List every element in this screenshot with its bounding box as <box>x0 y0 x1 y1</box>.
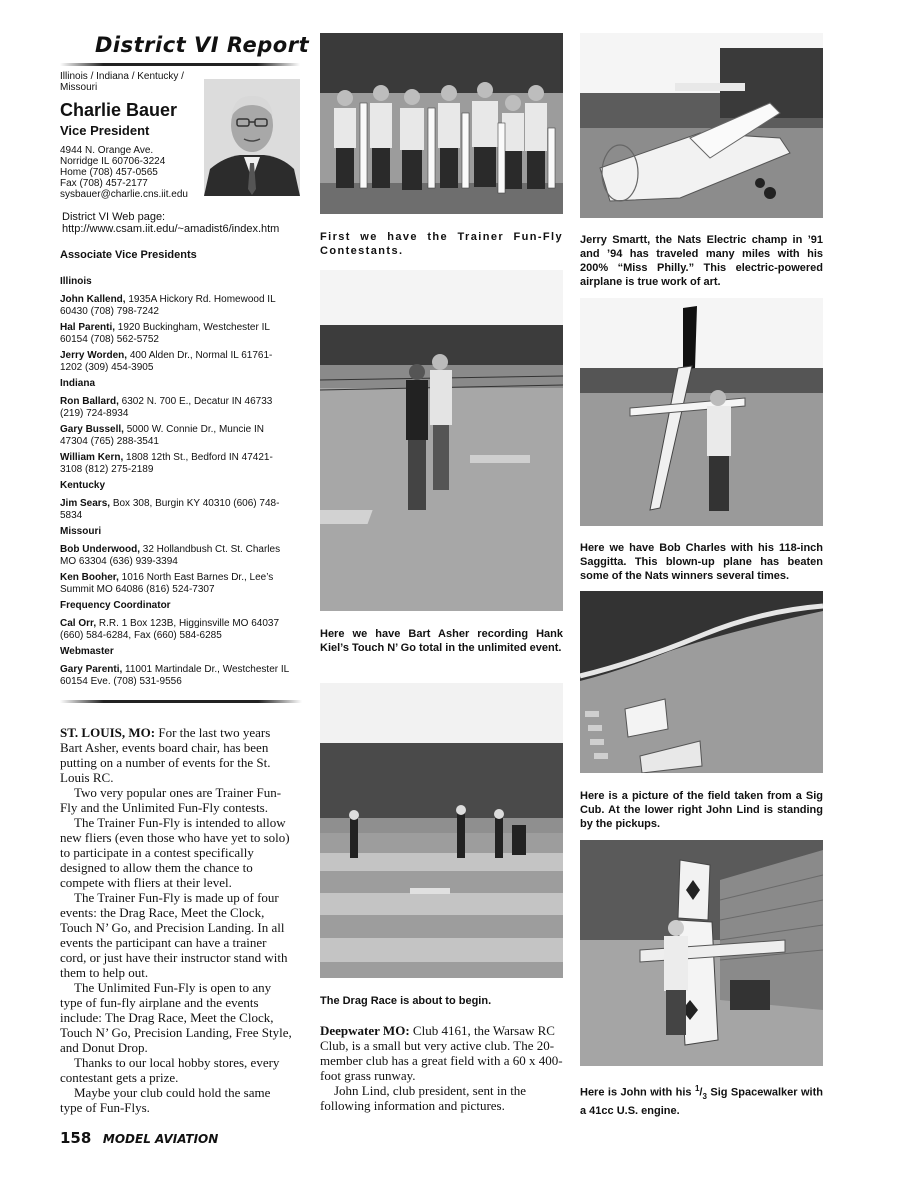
vp-name: Charlie Bauer <box>60 100 178 120</box>
article-lead: Deepwater MO: <box>320 1023 410 1038</box>
frequency-coordinator-label: Frequency Coordinator <box>60 600 171 611</box>
web-page-label: District VI Web page: <box>62 211 166 223</box>
caption-saggitta: Here we have Bob Charles with his 118-inch Saggitta. This blown-up plane has beaten some of the Nats winners several times. <box>580 542 823 582</box>
roster-entry: Cal Orr, R.R. 1 Box 123B, Higginsville MO 64037 (660) 584-6284, Fax (660) 584-6285 <box>60 618 280 641</box>
web-page-block <box>62 211 302 235</box>
article-paragraph: The Unlimited Fun-Fly is open to any type of fun-fly airplane and the events include: The Drag Race, Meet the Clock, Touch N’ Go, Precision Landing, Free Style, and Donut Drop. <box>60 980 292 1055</box>
state-label-missouri: Missouri <box>60 526 102 537</box>
roster-entry: Gary Parenti, 11001 Martindale Dr., Westchester IL 60154 Eve. (708) 531-9556 <box>60 664 289 687</box>
roster-entry: John Kallend, 1935A Hickory Rd. Homewood IL 60430 (708) 798-7242 <box>60 294 276 317</box>
page-number: 158 <box>60 1129 92 1147</box>
associates-roster <box>60 272 292 692</box>
roster-entry: Ron Ballard, 6302 N. 700 E., Decatur IN 46733 (219) 724-8934 <box>60 396 273 419</box>
article-st-louis: ST. LOUIS, MO: For the last two years Bart Asher, events board chair, has been putting on a number of events for the St. Louis RC. Two very popular ones are Trainer Fun-Fly and the Unlimited Fun-Fly contests. The Trainer Fun-Fly is intended to allow new fliers (even those who have yet to solo) to participate in a contest specifically designed to allow them the chance to compete with fliers at their level. The Trainer Fun-Fly is made up of four events: the Drag Race, Meet the Clock, Touch N’ Go, and Precision Landing. In all events the participant can have a trainer cord, or just have their instructor stand with them to help out. The Unlimited Fun-Fly is open to any type of fun-fly airplane and the events include: The Drag Race, Meet the Clock, Touch N’ Go, Precision Landing, Free Style, and Donut Drop. Thanks to our local hobby stores, every contestant gets a prize. Maybe your club could hold the same type of Fun-Flys. <box>60 725 292 1115</box>
vp-portrait-photo <box>204 79 300 196</box>
report-title: District VI Report <box>95 33 310 57</box>
vp-address1: 4944 N. Orange Ave. <box>60 145 154 156</box>
webmaster-label: Webmaster <box>60 646 114 657</box>
caption-spacewalker: Here is John with his $^1/_3$ Sig Spacewalker with a 41cc U.S. engine. <box>580 1084 823 1117</box>
states-list: Illinois / Indiana / Kentucky / Missouri <box>60 71 184 93</box>
state-label-kentucky: Kentucky <box>60 480 106 491</box>
web-page-url[interactable]: http://www.csam.iit.edu/~amadist6/index.htm <box>62 223 280 235</box>
caption-trainer-contestants: First we have the Trainer Fun-Fly Contestants. <box>320 231 563 257</box>
vp-address2: Norridge IL 60706-3224 <box>60 156 166 167</box>
magazine-name: MODEL AVIATION <box>102 1132 219 1146</box>
article-paragraph: Maybe your club could hold the same type of Fun-Flys. <box>60 1085 271 1115</box>
vp-role: Vice President <box>60 123 150 138</box>
associates-heading: Associate Vice Presidents <box>60 249 197 261</box>
roster-entry: William Kern, 1808 12th St., Bedford IN 47421-3108 (812) 275-2189 <box>60 452 273 475</box>
miss-philly-photo <box>580 33 823 218</box>
trainer-contestants-photo <box>320 33 563 214</box>
drag-race-photo <box>320 683 563 978</box>
sidebar-bottom-rule <box>60 700 302 703</box>
page-footer <box>60 1128 218 1147</box>
vp-contact <box>60 145 205 200</box>
article-paragraph: Two very popular ones are Trainer Fun-Fly and the Unlimited Fun-Fly contests. <box>60 785 282 815</box>
fraction-denominator: 3 <box>702 1091 707 1101</box>
fraction-numerator: 1 <box>694 1084 700 1093</box>
article-lead: ST. LOUIS, MO: <box>60 725 156 740</box>
state-label-illinois: Illinois <box>60 276 92 287</box>
bart-asher-photo <box>320 270 563 611</box>
saggitta-photo <box>580 298 823 526</box>
vp-email[interactable]: sysbauer@charlie.cns.iit.edu <box>60 189 188 200</box>
caption-miss-philly: Jerry Smartt, the Nats Electric champ in ’91 and ’94 has traveled many miles with his 200% “Miss Philly.” This electric-powered airplane is true work of art. <box>580 234 823 288</box>
roster-entry: Bob Underwood, 32 Hollandbush Ct. St. Charles MO 63304 (636) 939-3394 <box>60 544 281 567</box>
roster-entry: Jerry Worden, 400 Alden Dr., Normal IL 61761-1202 (309) 454-3905 <box>60 350 273 373</box>
spacewalker-photo <box>580 840 823 1066</box>
article-paragraph: Thanks to our local hobby stores, every contestant gets a prize. <box>60 1055 280 1085</box>
article-deepwater: Deepwater MO: Club 4161, the Warsaw RC Club, is a small but very active club. The 20-member club has a great field with a 60 x 400-foot grass runway. John Lind, club president, sent in the following information and pictures. <box>320 1023 563 1113</box>
title-rule <box>60 63 300 66</box>
article-paragraph: The Trainer Fun-Fly is made up of four events: the Drag Race, Meet the Clock, Touch N’ Go, and Precision Landing. In all events the participant can have a trainer cord, or just have their instructor stand with them to help out. <box>60 890 288 980</box>
roster-entry: Ken Booher, 1016 North East Barnes Dr., Lee’s Summit MO 64086 (816) 524-7307 <box>60 572 274 595</box>
vp-fax: Fax (708) 457-2177 <box>60 178 148 189</box>
roster-entry: Hal Parenti, 1920 Buckingham, Westchester IL 60154 (708) 562-5752 <box>60 322 270 345</box>
roster-entry: Jim Sears, Box 308, Burgin KY 40310 (606) 748-5834 <box>60 498 280 521</box>
article-paragraph: The Trainer Fun-Fly is intended to allow new fliers (even those who have yet to solo) to participate in a contest specifically designed to allow them the chance to compete with fliers at their level. <box>60 815 290 890</box>
article-paragraph: John Lind, club president, sent in the following information and pictures. <box>320 1083 527 1113</box>
caption-bart-asher: Here we have Bart Asher recording Hank Kiel’s Touch N’ Go total in the unlimited event. <box>320 628 563 654</box>
caption-drag-race: The Drag Race is about to begin. <box>320 995 492 1007</box>
vp-home-phone: Home (708) 457-0565 <box>60 167 158 178</box>
roster-entry: Gary Bussell, 5000 W. Connie Dr., Muncie IN 47304 (765) 288-3541 <box>60 424 264 447</box>
field-aerial-photo <box>580 591 823 773</box>
caption-field-aerial: Here is a picture of the field taken from a Sig Cub. At the lower right John Lind is standing by the pickups. <box>580 790 823 830</box>
state-label-indiana: Indiana <box>60 378 96 389</box>
